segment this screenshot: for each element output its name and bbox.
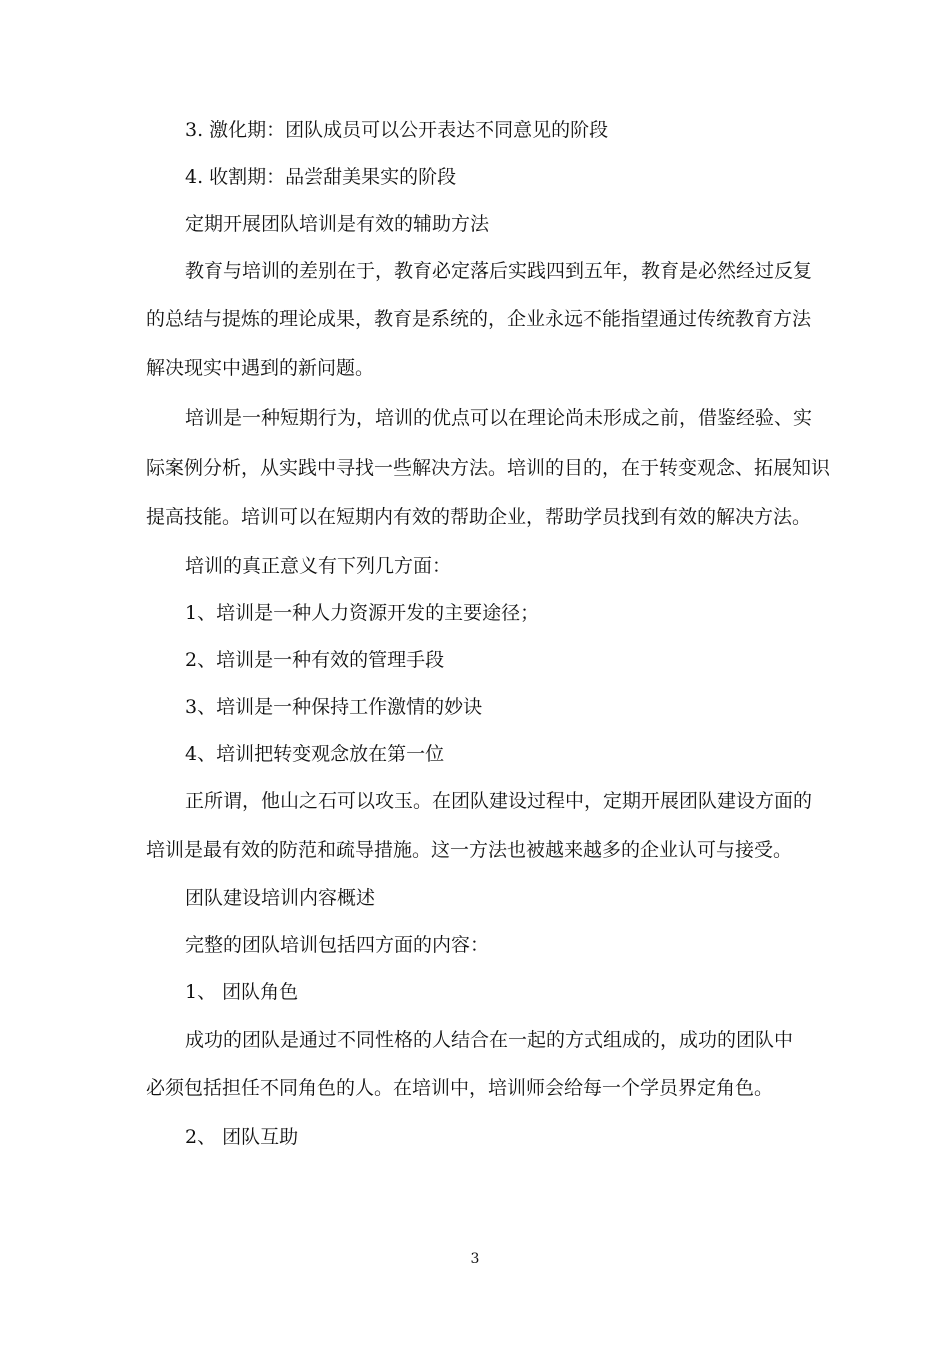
paragraph-training-line-2: 际案例分析，从实践中寻找一些解决方法。培训的目的，在于转变观念、拓展知识: [146, 457, 831, 479]
list-item-stage-4: 4. 收割期：品尝甜美果实的阶段: [185, 166, 457, 188]
paragraph-proverb-line-2: 培训是最有效的防范和疏导措施。这一方法也被越来越多的企业认可与接受。: [146, 839, 793, 861]
paragraph-roles-line-2: 必须包括担任不同角色的人。在培训中，培训师会给每一个学员界定角色。: [146, 1077, 774, 1099]
section-heading-overview: 团队建设培训内容概述: [185, 887, 376, 909]
paragraph-four-aspects: 完整的团队培训包括四方面的内容：: [185, 934, 490, 956]
list-item-stage-3: 3. 激化期：团队成员可以公开表达不同意见的阶段: [185, 119, 609, 141]
list-item-meaning-4: 4、培训把转变观念放在第一位: [185, 743, 445, 765]
page-number: 3: [470, 1251, 480, 1267]
list-heading-team-help: 2、 团队互助: [185, 1126, 299, 1148]
paragraph-education-line-2: 的总结与提炼的理论成果，教育是系统的，企业永远不能指望通过传统教育方法: [146, 308, 812, 330]
paragraph-education-line-3: 解决现实中遇到的新问题。: [146, 357, 375, 379]
paragraph-roles-line-1: 成功的团队是通过不同性格的人结合在一起的方式组成的，成功的团队中: [185, 1029, 794, 1051]
paragraph-training-line-1: 培训是一种短期行为，培训的优点可以在理论尚未形成之前，借鉴经验、实: [185, 407, 813, 429]
list-heading-team-roles: 1、 团队角色: [185, 981, 299, 1003]
section-heading-training: 定期开展团队培训是有效的辅助方法: [185, 213, 490, 235]
paragraph-training-line-3: 提高技能。培训可以在短期内有效的帮助企业，帮助学员找到有效的解决方法。: [146, 506, 812, 528]
list-item-meaning-3: 3、培训是一种保持工作激情的妙诀: [185, 696, 483, 718]
list-item-meaning-1: 1、培训是一种人力资源开发的主要途径；: [185, 602, 540, 624]
list-item-meaning-2: 2、培训是一种有效的管理手段: [185, 649, 445, 671]
paragraph-education-line-1: 教育与培训的差别在于，教育必定落后实践四到五年，教育是必然经过反复: [185, 260, 813, 282]
paragraph-proverb-line-1: 正所谓，他山之石可以攻玉。在团队建设过程中，定期开展团队建设方面的: [185, 790, 813, 812]
paragraph-meaning-intro: 培训的真正意义有下列几方面：: [185, 555, 452, 577]
